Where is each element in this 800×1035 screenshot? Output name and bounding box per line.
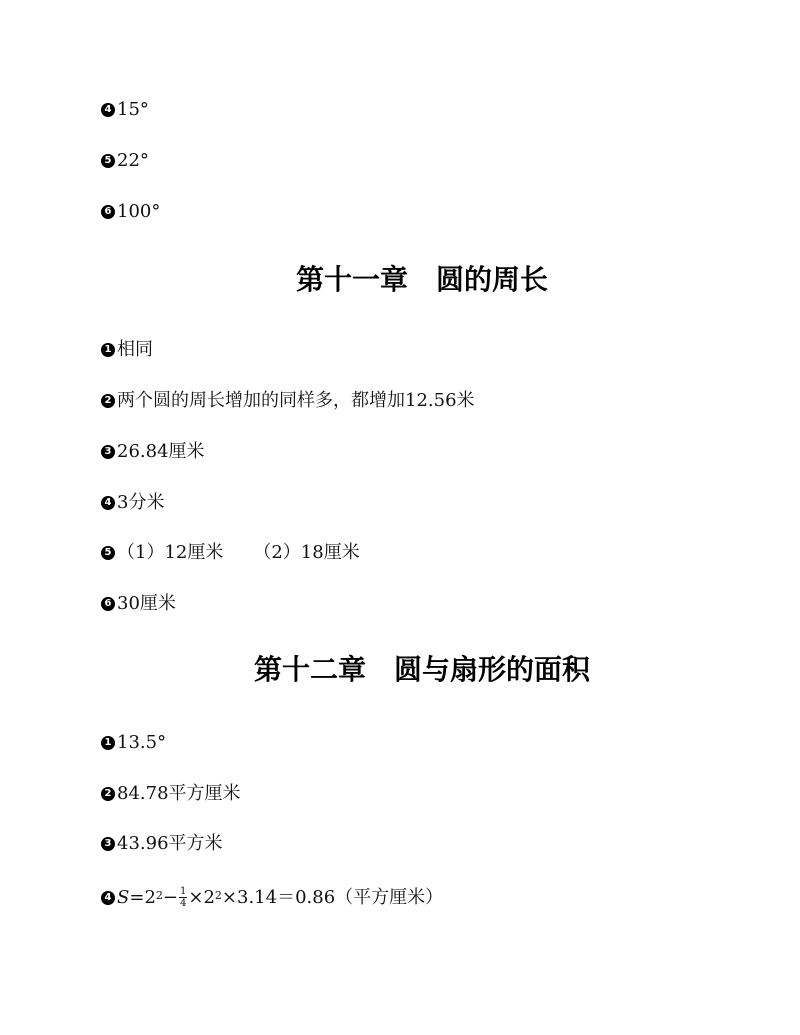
formula-base: 2 [203, 886, 215, 908]
answer-item [101, 441, 205, 463]
answer-item [101, 492, 164, 514]
circled-number-marker: 1 [101, 736, 115, 750]
answer-text: 26.84厘米 [117, 441, 205, 462]
formula-equals: = [129, 886, 145, 908]
circled-number-marker: 2 [101, 787, 115, 801]
answer-item [101, 201, 160, 223]
answer-text: 100° [117, 201, 161, 222]
circled-number-marker: 6 [101, 597, 115, 611]
circled-number-marker: 6 [101, 205, 115, 219]
fraction-numerator: 1 [179, 886, 187, 897]
circled-number-marker: 5 [101, 154, 115, 168]
chapter-title: 第十二章 圆与扇形的面积 [253, 653, 590, 686]
answer-item [101, 339, 153, 361]
answer-text: 84.78平方厘米 [117, 783, 241, 804]
answer-item [101, 542, 360, 564]
circled-number-marker: 3 [101, 445, 115, 459]
area-formula: S = 2 $^2$ − $\frac{1}{4}$ × 2 $^2$ ×3.14＝0.86（平方厘米） [117, 886, 444, 909]
answer-item [101, 732, 166, 754]
answer-text: 30厘米 [117, 593, 176, 614]
answer-text: 相同 [117, 339, 153, 360]
circled-number-marker: 4 [101, 103, 115, 117]
circled-number-marker: 1 [101, 343, 115, 357]
circled-number-marker: 2 [101, 394, 115, 408]
formula-times: × [188, 886, 204, 908]
answer-item [101, 886, 443, 909]
circled-number-marker: 3 [101, 837, 115, 851]
formula-base: 2 [144, 886, 156, 908]
answer-text: 22° [117, 150, 149, 171]
answer-text-part1: （1）12厘米 [117, 542, 224, 563]
chapter-title: 第十一章 圆的周长 [295, 263, 548, 296]
answer-item [101, 99, 149, 121]
formula-fraction [179, 886, 187, 909]
answer-text: 43.96平方米 [117, 833, 223, 854]
formula-rest: ×3.14＝0.86（平方厘米） [221, 886, 444, 908]
answer-text: 13.5° [117, 732, 167, 753]
formula-minus: − [162, 886, 178, 908]
answer-text: 15° [117, 99, 149, 120]
answer-text-part2: （2）18厘米 [253, 542, 360, 563]
answer-item [101, 150, 149, 172]
answer-item [101, 833, 223, 855]
fraction-denominator: 4 [179, 898, 187, 909]
circled-number-marker: 5 [101, 546, 115, 560]
circled-number-marker: 4 [101, 496, 115, 510]
formula-variable: S [117, 886, 130, 908]
answer-text: 两个圆的周长增加的同样多，都增加12.56米 [117, 390, 475, 411]
answer-item [101, 390, 475, 412]
answer-text: 3分米 [117, 492, 165, 513]
circled-number-marker: 4 [101, 891, 115, 905]
answer-item [101, 593, 176, 615]
answer-item [101, 783, 241, 805]
